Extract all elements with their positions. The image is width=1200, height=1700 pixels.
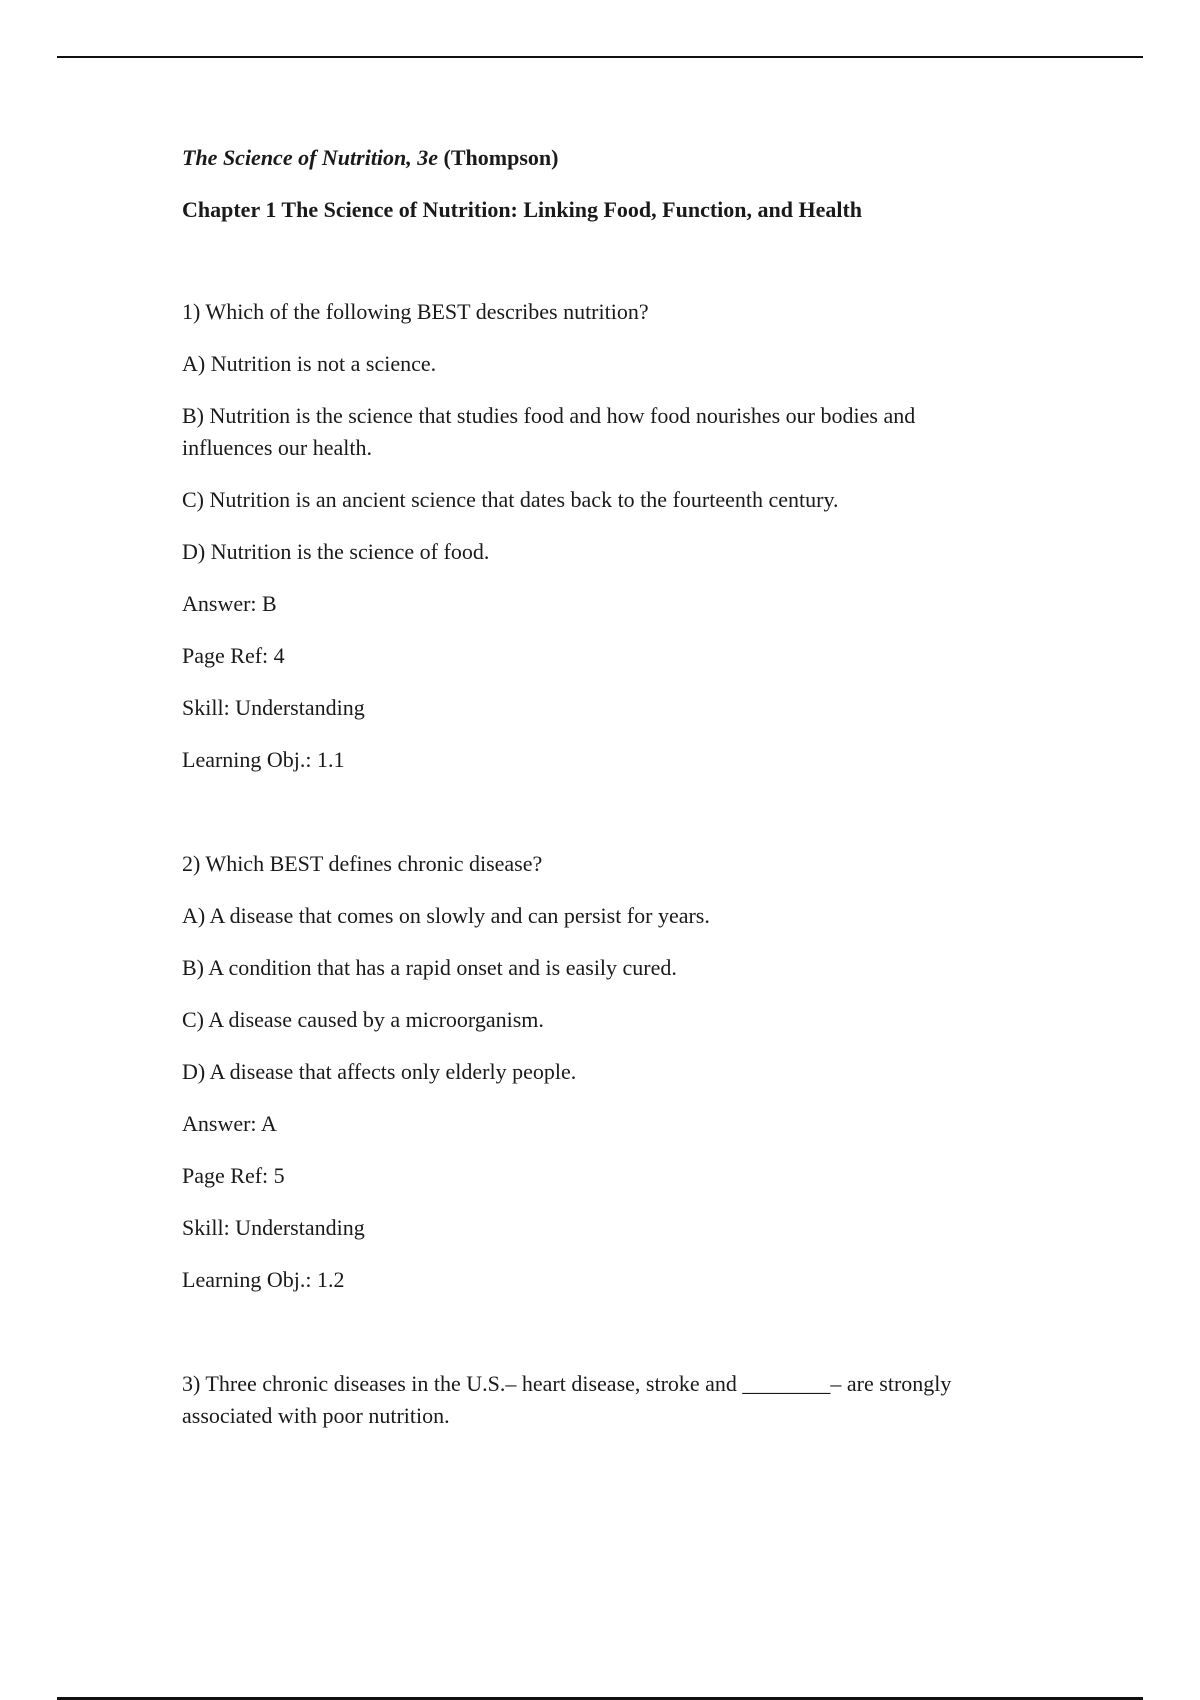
option-b: B) Nutrition is the science that studies food and how food nourishes our bodies and influences our health. [182,403,916,460]
question-stem: 1) Which of the following BEST describes nutrition? [182,299,649,324]
question-stem: 2) Which BEST defines chronic disease? [182,851,543,876]
skill: Skill: Understanding [182,695,365,720]
question-3 [182,1368,1042,1432]
skill: Skill: Understanding [182,1215,365,1240]
learning-obj: Learning Obj.: 1.1 [182,747,345,772]
book-title-italic: The Science of Nutrition, 3e [182,145,439,170]
page-ref: Page Ref: 5 [182,1163,285,1188]
option-d: D) Nutrition is the science of food. [182,539,490,564]
option-c: C) Nutrition is an ancient science that dates back to the fourteenth century. [182,487,839,512]
chapter-heading: Chapter 1 The Science of Nutrition: Linking Food, Function, and Health [182,197,863,222]
page-ref: Page Ref: 4 [182,643,285,668]
book-title [182,142,1042,174]
answer: Answer: A [182,1111,277,1136]
option-a: A) Nutrition is not a science. [182,351,437,376]
document-body [182,142,1042,1452]
book-author: (Thompson) [443,145,559,170]
option-c: C) A disease caused by a microorganism. [182,1007,544,1032]
answer: Answer: B [182,591,277,616]
option-a: A) A disease that comes on slowly and can persist for years. [182,903,710,928]
question-stem: 3) Three chronic diseases in the U.S.– heart disease, stroke and ________– are strongly associated with poor nutrition. [182,1371,952,1428]
option-b: B) A condition that has a rapid onset and is easily cured. [182,955,677,980]
learning-obj: Learning Obj.: 1.2 [182,1267,345,1292]
option-d: D) A disease that affects only elderly people. [182,1059,577,1084]
question-2 [182,848,1042,1296]
question-1 [182,296,1042,776]
top-rule [57,56,1143,58]
